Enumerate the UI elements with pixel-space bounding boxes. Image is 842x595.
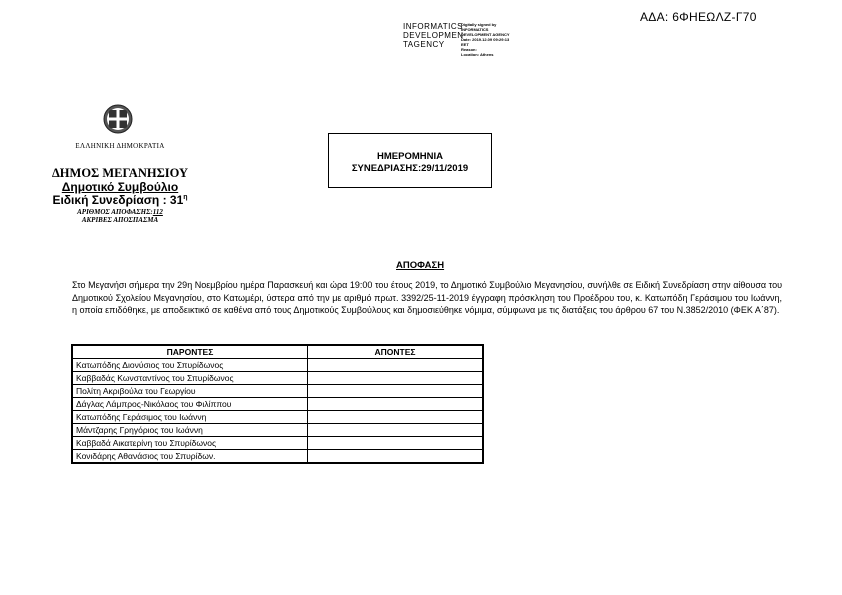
signature-detail: DEVELOPMENT AGENCY: [461, 32, 510, 37]
session-date-box: [328, 133, 492, 188]
absent-member: [308, 385, 484, 398]
ada-code: ΑΔΑ: 6ΦΗΕΩΛΖ-Γ70: [640, 10, 757, 24]
decision-body: Στο Μεγανήσι σήμερα την 29η Νοεμβρίου ημέρα Παρασκευή και ώρα 19:00 του έτους 2019, το Δημοτικό Συμβούλιο Μεγανησίου, συνήλθε σε Ειδική Συνεδρίαση στην αίθουσα του Δημοτικού Σχολείου Μεγανησίου, στο Κατωμέρι, ύστερα από την με αριθμό πρωτ. 3392/25-11-2019 έγγραφη πρόσκληση του Προέδρου του, κ. Κατωπόδη Γεράσιμου του Ιωάννη, η οποία επιδόθηκε, με αποδεικτικό σε καθένα από τους Δημοτικούς Συμβούλους και δημοσιεύθηκε νόμιμα, σύμφωνα με τις διατάξεις του άρθρου 67 του Ν.3852/2010 (ΦΕΚ Α΄87).: [72, 280, 782, 316]
session-text: Ειδική Συνεδρίαση : 31: [52, 193, 184, 207]
session-date-value: ΣΥΝΕΔΡΙΑΣΗΣ:29/11/2019: [351, 163, 469, 174]
session-label: [40, 193, 200, 207]
present-member: Πολίτη Ακριβούλα του Γεωργίου: [72, 385, 308, 398]
table-row: [72, 359, 483, 372]
absent-member: [308, 424, 484, 437]
absent-member: [308, 372, 484, 385]
table-row: [72, 385, 483, 398]
signature-details: [461, 22, 510, 57]
signature-detail: Location: Athens: [461, 52, 494, 57]
signature-detail: EET: [461, 42, 469, 47]
present-member: Μάντζαρης Γρηγόριος του Ιωάννη: [72, 424, 308, 437]
signature-org-line: DEVELOPMEN: [403, 31, 464, 40]
session-superscript: η: [183, 194, 188, 201]
council-name: Δημοτικό Συμβούλιο: [61, 180, 179, 194]
signature-org-line: INFORMATICS: [403, 22, 464, 31]
attendance-header-row: [72, 345, 483, 359]
signature-organization: [403, 22, 464, 49]
decision-number-value: 112: [152, 208, 163, 216]
absent-member: [308, 398, 484, 411]
signature-org-line: TAGENCY: [403, 40, 445, 49]
absent-member: [308, 450, 484, 464]
signature-detail: Date: 2019.12.09 09:29:13: [461, 37, 510, 42]
greek-coat-of-arms-icon: [103, 104, 133, 134]
absent-header: ΑΠΟΝΤΕΣ: [308, 345, 484, 359]
absent-member: [308, 359, 484, 372]
present-member: Κατωπόδης Διονύσιος του Σπυρίδωνος: [72, 359, 308, 372]
table-row: [72, 411, 483, 424]
session-date-label: ΗΜΕΡΟΜΗΝΙΑ: [377, 151, 443, 162]
signature-detail: Reason:: [461, 47, 477, 52]
table-row: [72, 372, 483, 385]
decision-number: [40, 208, 200, 216]
present-member: Κατωπόδης Γεράσιμος του Ιωάννη: [72, 411, 308, 424]
signature-detail: INFORMATICS: [461, 27, 489, 32]
present-member: Καββαδά Αικατερίνη του Σπυρίδωνος: [72, 437, 308, 450]
present-member: Καββαδάς Κωνσταντίνος του Σπυρίδωνος: [72, 372, 308, 385]
present-member: Δάγλας Λάμπρος-Νικόλαος του Φιλίππου: [72, 398, 308, 411]
table-row: [72, 424, 483, 437]
decision-number-label: ΑΡΙΘΜΟΣ ΑΠΟΦΑΣΗΣ:: [77, 208, 153, 216]
municipality-name: ΔΗΜΟΣ ΜΕΓΑΝΗΣΙΟΥ: [51, 166, 189, 180]
present-header: ΠΑΡΟΝΤΕΣ: [72, 345, 308, 359]
signature-detail: Digitally signed by: [461, 22, 497, 27]
present-member: Κονιδάρης Αθανάσιος του Σπυρίδων.: [72, 450, 308, 464]
absent-member: [308, 437, 484, 450]
exact-extract-label: ΑΚΡΙΒΕΣ ΑΠΟΣΠΑΣΜΑ: [81, 216, 159, 224]
absent-member: [308, 411, 484, 424]
table-row: [72, 398, 483, 411]
table-row: [72, 450, 483, 464]
decision-title: ΑΠΟΦΑΣΗ: [396, 260, 445, 271]
attendance-table: [71, 344, 484, 464]
table-row: [72, 437, 483, 450]
hellenic-republic-label: ΕΛΛΗΝΙΚΗ ΔΗΜΟΚΡΑΤΙΑ: [75, 142, 165, 150]
